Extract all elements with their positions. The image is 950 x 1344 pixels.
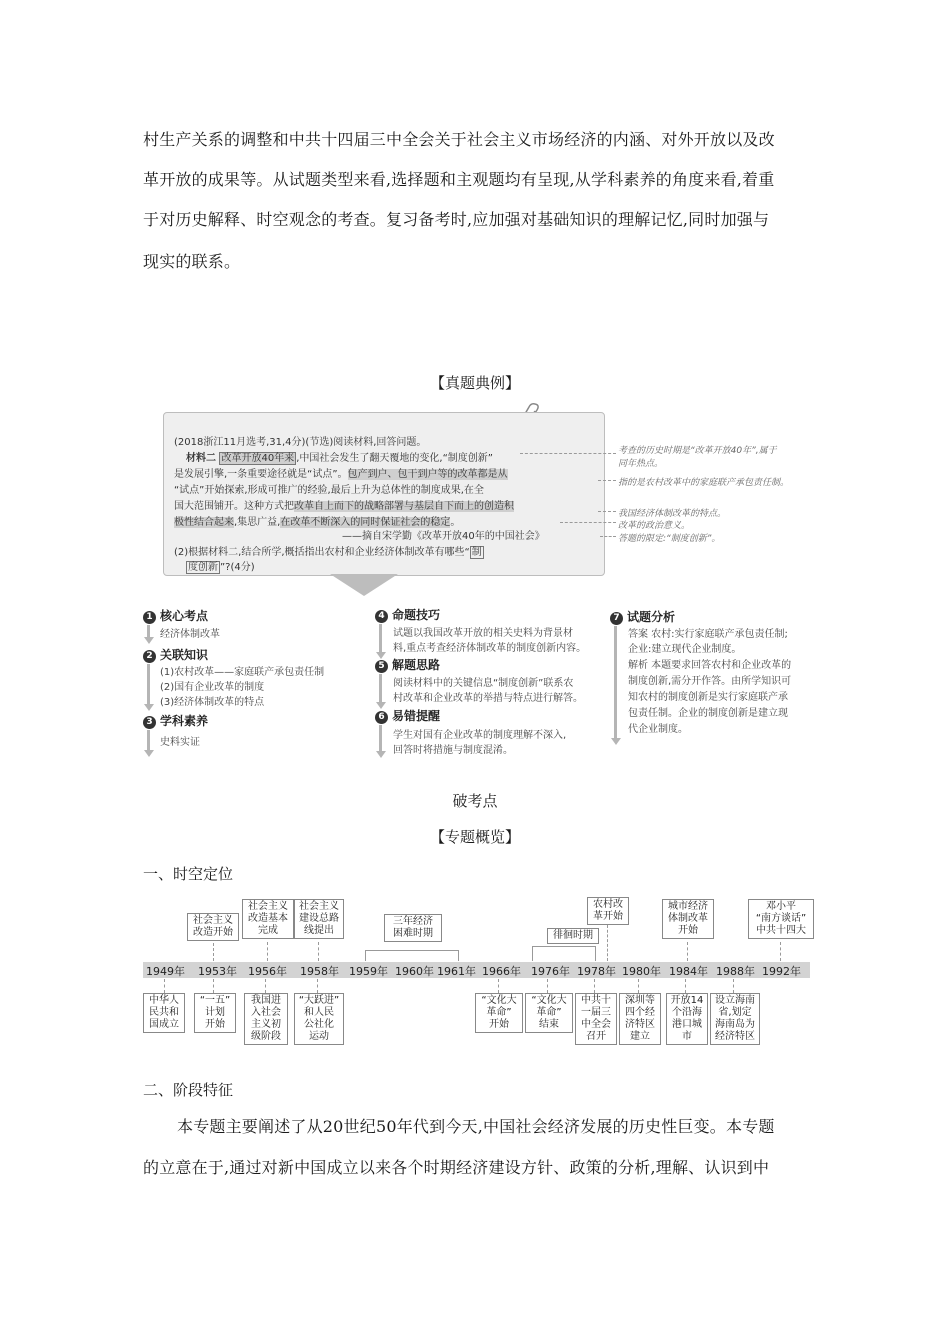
event-text: 结束 <box>539 1019 559 1030</box>
step-number-7: 7 <box>610 612 623 625</box>
event-box-below-1949 <box>143 993 185 1033</box>
event-box-above-1978 <box>587 897 629 925</box>
down-arrow-icon <box>330 574 398 596</box>
exam-line-2 <box>186 449 493 464</box>
timeline-connector <box>267 942 268 961</box>
event-text: “一五” <box>199 995 231 1006</box>
highlight-combined: 极性结合起来 <box>174 517 234 528</box>
highlight-stability: 在改革不断深入的同时保证社会的稳定 <box>280 517 451 528</box>
exam-text-3a: 是发展引擎,一条重要途径就是“试点”。 <box>174 469 348 480</box>
event-text: 国成立 <box>149 1019 179 1030</box>
arrow-bar-5 <box>379 674 382 702</box>
solution-idea-line-2: 村改革和企业改革的举措与特点进行解答。 <box>393 693 583 704</box>
timeline-connector <box>733 979 734 993</box>
annotation-line-3 <box>598 511 616 512</box>
timeline-connector <box>498 979 499 993</box>
event-box-above-1956 <box>242 899 294 939</box>
event-text: 公社化 <box>304 1019 334 1030</box>
event-text: 港口城 <box>672 1019 702 1030</box>
timeline-connector <box>780 942 781 961</box>
period-bracket-1959-1961 <box>365 950 459 961</box>
question-analysis-title: 试题分析 <box>627 610 676 624</box>
analysis-line-7: 代企业制度。 <box>628 724 688 735</box>
section-gailan: 【专题概览】 <box>429 828 520 846</box>
event-box-below-1980 <box>619 993 661 1045</box>
exam-question-card <box>163 412 605 576</box>
timeline-connector <box>594 979 595 993</box>
event-box-below-1966 <box>475 993 523 1033</box>
event-box-below-1978 <box>575 993 617 1045</box>
event-text: 三年经济 <box>393 916 433 927</box>
event-text: 中华人 <box>149 995 179 1006</box>
event-text: 召开 <box>586 1031 606 1042</box>
year-1992: 1992年 <box>762 965 801 978</box>
event-text: 民共和 <box>149 1007 179 1018</box>
event-box-above-1984 <box>662 899 714 939</box>
period-bracket-1976-1978 <box>532 946 596 961</box>
timeline-connector <box>317 979 318 993</box>
event-text: 中共十四大 <box>756 925 806 936</box>
event-text: 社会主义 <box>193 915 233 926</box>
related-item-3: (3)经济体制改革的特点 <box>160 697 265 708</box>
design-skill-line-2: 料,重点考查经济体制改革的制度创新内容。 <box>393 643 587 654</box>
exam-line-3 <box>174 465 508 480</box>
arrow-bar-4 <box>379 624 382 652</box>
step-number-4: 4 <box>375 610 388 623</box>
event-text: 中全会 <box>581 1019 611 1030</box>
highlight-top-down: 改革自上而下的战略部署与基层自下而上的创造积 <box>294 501 514 512</box>
exam-line-4: “试点”开始探索,形成可推广的经验,最后上升为总体性的制度成果,在全 <box>174 485 484 496</box>
event-text: 个沿海 <box>672 1007 702 1018</box>
event-text: 级阶段 <box>251 1031 281 1042</box>
arrow-head-3 <box>144 750 154 757</box>
heading-time-space: 一、时空定位 <box>143 865 234 883</box>
event-box-below-1956 <box>244 993 288 1045</box>
analysis-line-3: 解析 本题要求回答农村和企业改革的 <box>628 660 792 671</box>
year-1966: 1966年 <box>482 965 521 978</box>
event-text: 邓小平 <box>766 901 796 912</box>
analysis-line-1: 答案 农村:实行家庭联产承包责任制; <box>628 629 788 640</box>
event-text: 社会主义 <box>299 901 339 912</box>
section-related-knowledge <box>143 646 208 663</box>
year-1976: 1976年 <box>531 965 570 978</box>
event-box-above-1958 <box>294 899 344 939</box>
event-text: 我国进 <box>251 995 281 1006</box>
event-text: 市 <box>682 1031 692 1042</box>
event-text: 经济特区 <box>715 1031 755 1042</box>
event-box-above-1953 <box>187 913 239 941</box>
section-design-skill <box>375 606 440 623</box>
event-text: “文化大 <box>531 995 567 1006</box>
event-text: 开始 <box>205 1019 225 1030</box>
section-pokaodian: 破考点 <box>452 792 498 810</box>
arrow-bar-2 <box>147 664 150 704</box>
error-warning-line-2: 回答时将措施与制度混淆。 <box>393 745 513 756</box>
timeline-connector <box>318 942 319 961</box>
event-box-below-1958 <box>294 993 344 1045</box>
exam-header: (2018浙江11月选考,31,4分)(节选)阅读材料,回答问题。 <box>174 437 427 448</box>
event-text: 农村改 <box>593 899 623 910</box>
step-number-2: 2 <box>143 650 156 663</box>
year-1988: 1988年 <box>716 965 755 978</box>
event-box-above-1959-1961 <box>384 914 442 942</box>
error-warning-line-1: 学生对国有企业改革的制度理解不深入, <box>393 730 567 741</box>
step-number-5: 5 <box>375 660 388 673</box>
event-text: 海南岛为 <box>715 1019 755 1030</box>
event-text: 革命” <box>486 1007 512 1018</box>
literacy-title: 学科素养 <box>160 714 209 728</box>
event-text: 开放14 <box>670 995 704 1006</box>
exam-text-6b: ,集思广益, <box>234 517 281 528</box>
year-1978: 1978年 <box>577 965 616 978</box>
event-text: 入社会 <box>251 1007 281 1018</box>
event-text: 开始 <box>678 925 698 936</box>
exam-line-6 <box>174 513 460 528</box>
timeline-connector <box>547 979 548 993</box>
section-core-point <box>143 607 208 624</box>
event-text: 设立海南 <box>715 995 755 1006</box>
event-text: 建设总路 <box>299 913 339 924</box>
year-1984: 1984年 <box>669 965 708 978</box>
event-box-above-1992 <box>748 899 814 939</box>
event-text: 徘徊时期 <box>553 930 593 941</box>
intro-line-2: 革开放的成果等。从试题类型来看,选择题和主观题均有呈现,从学科素养的角度来看,着重 <box>143 170 775 189</box>
note-1a: 考查的历史时期是“改革开放40年”,属于 <box>618 446 777 456</box>
year-1961: 1961年 <box>437 965 476 978</box>
timeline-connector <box>607 925 608 961</box>
event-text: 深圳等 <box>625 995 655 1006</box>
arrow-head-1 <box>144 637 154 644</box>
note-5: 答题的限定:“制度创新”。 <box>618 534 721 544</box>
event-text: 城市经济 <box>668 901 708 912</box>
related-knowledge-title: 关联知识 <box>160 648 209 662</box>
error-warning-title: 易错提醒 <box>392 709 441 723</box>
year-1956: 1956年 <box>248 965 287 978</box>
event-text: 线提出 <box>304 925 334 936</box>
event-text: 一届三 <box>581 1007 611 1018</box>
exam-text-2c: ,中国社会发生了翻天覆地的变化,“制度创新” <box>296 453 493 464</box>
arrow-bar-7 <box>614 626 617 738</box>
exam-question-2 <box>186 558 255 573</box>
event-text: 省,划定 <box>718 1007 752 1018</box>
event-text: 建立 <box>630 1031 650 1042</box>
timeline-connector <box>687 942 688 961</box>
event-text: 主义初 <box>251 1019 281 1030</box>
arrow-head-7 <box>611 738 621 745</box>
event-text: “南方谈话” <box>755 913 807 924</box>
event-text: 运动 <box>309 1031 329 1042</box>
related-item-2: (2)国有企业改革的制度 <box>160 682 265 693</box>
year-1949: 1949年 <box>146 965 185 978</box>
analysis-line-5: 知农村的制度创新是实行家庭联产承 <box>628 692 788 703</box>
event-text: 完成 <box>258 925 278 936</box>
event-text: “大跃进” <box>298 995 340 1006</box>
intro-line-4: 现实的联系。 <box>143 252 241 271</box>
event-text: 社会主义 <box>248 901 288 912</box>
annotation-line-5 <box>600 536 616 537</box>
note-3: 我国经济体制改革的特点。 <box>618 509 727 519</box>
outro-line-1: 本专题主要阐述了从20世纪50年代到今天,中国社会经济发展的历史性巨变。本专题 <box>177 1117 775 1136</box>
annotation-line-1 <box>520 453 616 454</box>
year-1953: 1953年 <box>198 965 237 978</box>
event-text: 计划 <box>205 1007 225 1018</box>
event-text: 开始 <box>489 1019 509 1030</box>
arrow-bar-6 <box>379 725 382 751</box>
timeline-connector <box>164 979 165 993</box>
arrow-bar-1 <box>147 625 150 637</box>
annotation-line-2 <box>598 480 616 481</box>
timeline-connector <box>265 979 266 993</box>
timeline-connector <box>638 979 639 993</box>
event-text: 和人民 <box>304 1007 334 1018</box>
exam-line-5 <box>174 497 514 512</box>
outro-line-2: 的立意在于,通过对新中国成立以来各个时期经济建设方针、政策的分析,理解、认识到中 <box>143 1158 770 1177</box>
section-literacy <box>143 712 208 729</box>
event-text: “文化大 <box>481 995 517 1006</box>
exam-text-5a: 国大范围铺开。这种方式把 <box>174 501 294 512</box>
year-1958: 1958年 <box>300 965 339 978</box>
arrow-head-6 <box>376 751 386 758</box>
intro-line-1: 村生产关系的调整和中共十四届三中全会关于社会主义市场经济的内涵、对外开放以及改 <box>143 130 775 149</box>
event-text: 改造基本 <box>248 913 288 924</box>
exam-text-6d: 。 <box>450 517 461 528</box>
year-1959: 1959年 <box>349 965 388 978</box>
note-4: 改革的政治意义。 <box>618 521 691 531</box>
year-1980: 1980年 <box>622 965 661 978</box>
note-2: 指的是农村改革中的家庭联产承包责任制。 <box>618 478 790 488</box>
analysis-line-4: 制度创新,需分开作答。由所学知识可 <box>628 676 792 687</box>
event-text: 中共十 <box>581 995 611 1006</box>
exam-q1-text: (2)根据材料二,结合所学,概括指出农村和企业经济体制改革有哪些“ <box>174 547 470 558</box>
timeline-connector <box>685 979 686 993</box>
literacy-body: 史料实证 <box>160 737 200 748</box>
related-item-1: (1)农村改革——家庭联产承包责任制 <box>160 667 325 678</box>
step-number-1: 1 <box>143 611 156 624</box>
exam-source: ——摘自宋学勤《改革开放40年的中国社会》 <box>342 531 545 542</box>
event-text: 困难时期 <box>393 928 433 939</box>
event-text: 济特区 <box>625 1019 655 1030</box>
exam-q2-text: ”?(4分) <box>220 562 255 573</box>
event-box-below-1953 <box>194 993 236 1033</box>
section-error-warning <box>375 707 440 724</box>
heading-stage-features: 二、阶段特征 <box>143 1081 234 1099</box>
note-1b: 同年热点。 <box>618 459 664 469</box>
analysis-line-2: 企业:建立现代企业制度。 <box>628 644 742 655</box>
core-point-body: 经济体制改革 <box>160 629 220 640</box>
step-number-6: 6 <box>375 711 388 724</box>
solution-idea-line-1: 阅读材料中的关键信息“制度创新”联系农 <box>393 678 574 689</box>
event-box-below-1988 <box>710 993 760 1045</box>
event-box-above-1976-1978 <box>547 928 599 944</box>
arrow-bar-3 <box>147 730 150 750</box>
event-box-below-1984 <box>666 993 708 1045</box>
event-text: 改造开始 <box>193 927 233 938</box>
highlight-household-contract: 包产到户、包干到户等的改革都是从 <box>347 469 508 480</box>
timeline-connector <box>213 979 214 993</box>
design-skill-line-1: 试题以我国改革开放的相关史料为背景材 <box>393 628 573 639</box>
annotation-line-4 <box>560 522 616 523</box>
intro-line-3: 于对历史解释、时空观念的考查。复习备考时,应加强对基础知识的理解记忆,同时加强与 <box>143 210 770 229</box>
event-text: 体制改革 <box>668 913 708 924</box>
section-heading-zhenti: 【真题典例】 <box>429 374 520 392</box>
arrow-head-2 <box>144 704 154 711</box>
event-text: 四个经 <box>625 1007 655 1018</box>
event-text: 革命” <box>536 1007 562 1018</box>
section-solution-idea <box>375 656 440 673</box>
event-box-below-1976 <box>525 993 573 1033</box>
core-point-title: 核心考点 <box>160 609 209 623</box>
solution-idea-title: 解题思路 <box>392 658 441 672</box>
timeline-connector <box>213 943 214 961</box>
design-skill-title: 命题技巧 <box>392 608 441 622</box>
year-1960: 1960年 <box>395 965 434 978</box>
event-text: 革开始 <box>593 911 623 922</box>
timeline-bar <box>143 962 810 978</box>
material-label: 材料二 <box>186 453 220 464</box>
highlight-reform-40-years: 改革开放40年来 <box>221 453 295 464</box>
analysis-line-6: 包责任制。企业的制度创新是建立现 <box>628 708 788 719</box>
step-number-3: 3 <box>143 716 156 729</box>
exam-question-1 <box>174 543 484 558</box>
highlight-zhi: 制 <box>471 547 482 558</box>
section-question-analysis <box>610 608 675 625</box>
highlight-du-chuangxin: 度创新 <box>188 562 218 573</box>
